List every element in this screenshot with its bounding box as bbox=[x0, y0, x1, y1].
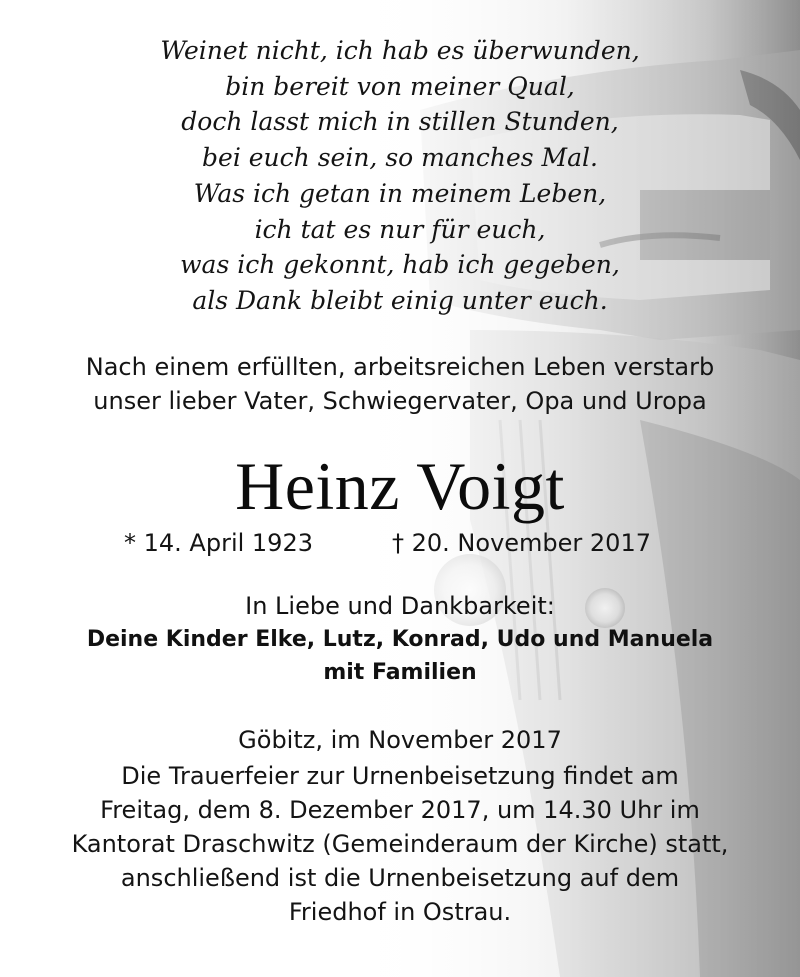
poem-line: bei euch sein, so manches Mal. bbox=[202, 143, 598, 173]
poem-line: was ich gekonnt, hab ich gegeben, bbox=[180, 250, 620, 280]
intro-text bbox=[0, 350, 800, 418]
mourners-families: mit Familien bbox=[323, 660, 477, 685]
mourners-heading: In Liebe und Dankbarkeit: bbox=[245, 592, 555, 620]
birth-date: * 14. April 1923 bbox=[124, 529, 313, 557]
funeral-info-line: Friedhof in Ostrau. bbox=[288, 898, 512, 926]
funeral-info-line: Die Trauerfeier zur Urnenbeisetzung findet am bbox=[121, 762, 679, 790]
memorial-poem bbox=[0, 33, 800, 319]
intro-line: Nach einem erfüllten, arbeitsreichen Leben verstarb bbox=[85, 353, 715, 381]
poem-line: als Dank bleibt einig unter euch. bbox=[192, 285, 608, 315]
place-date-text: Göbitz, im November 2017 bbox=[238, 726, 562, 754]
intro-line: unser lieber Vater, Schwiegervater, Opa und Uropa bbox=[93, 387, 707, 415]
death-date: † 20. November 2017 bbox=[392, 529, 651, 557]
poem-line: bin bereit von meiner Qual, bbox=[225, 71, 575, 101]
place-date bbox=[0, 723, 800, 757]
funeral-info bbox=[0, 759, 800, 929]
funeral-info-line: Kantorat Draschwitz (Gemeinderaum der Kirche) statt, bbox=[71, 830, 729, 858]
mourners-families: Deine Kinder Elke, Lutz, Konrad, Udo und Manuela bbox=[86, 627, 714, 652]
poem-line: ich tat es nur für euch, bbox=[254, 214, 546, 244]
funeral-info-line: Freitag, dem 8. Dezember 2017, um 14.30 Uhr im bbox=[100, 796, 700, 824]
deceased-name: Heinz Voigt bbox=[235, 448, 565, 524]
poem-line: doch lasst mich in stillen Stunden, bbox=[181, 107, 619, 137]
funeral-info-line: anschließend ist die Urnenbeisetzung auf dem bbox=[120, 864, 680, 892]
poem-line: Was ich getan in meinem Leben, bbox=[193, 178, 607, 208]
poem-line: Weinet nicht, ich hab es überwunden, bbox=[160, 36, 640, 65]
mourners-block bbox=[0, 590, 800, 689]
